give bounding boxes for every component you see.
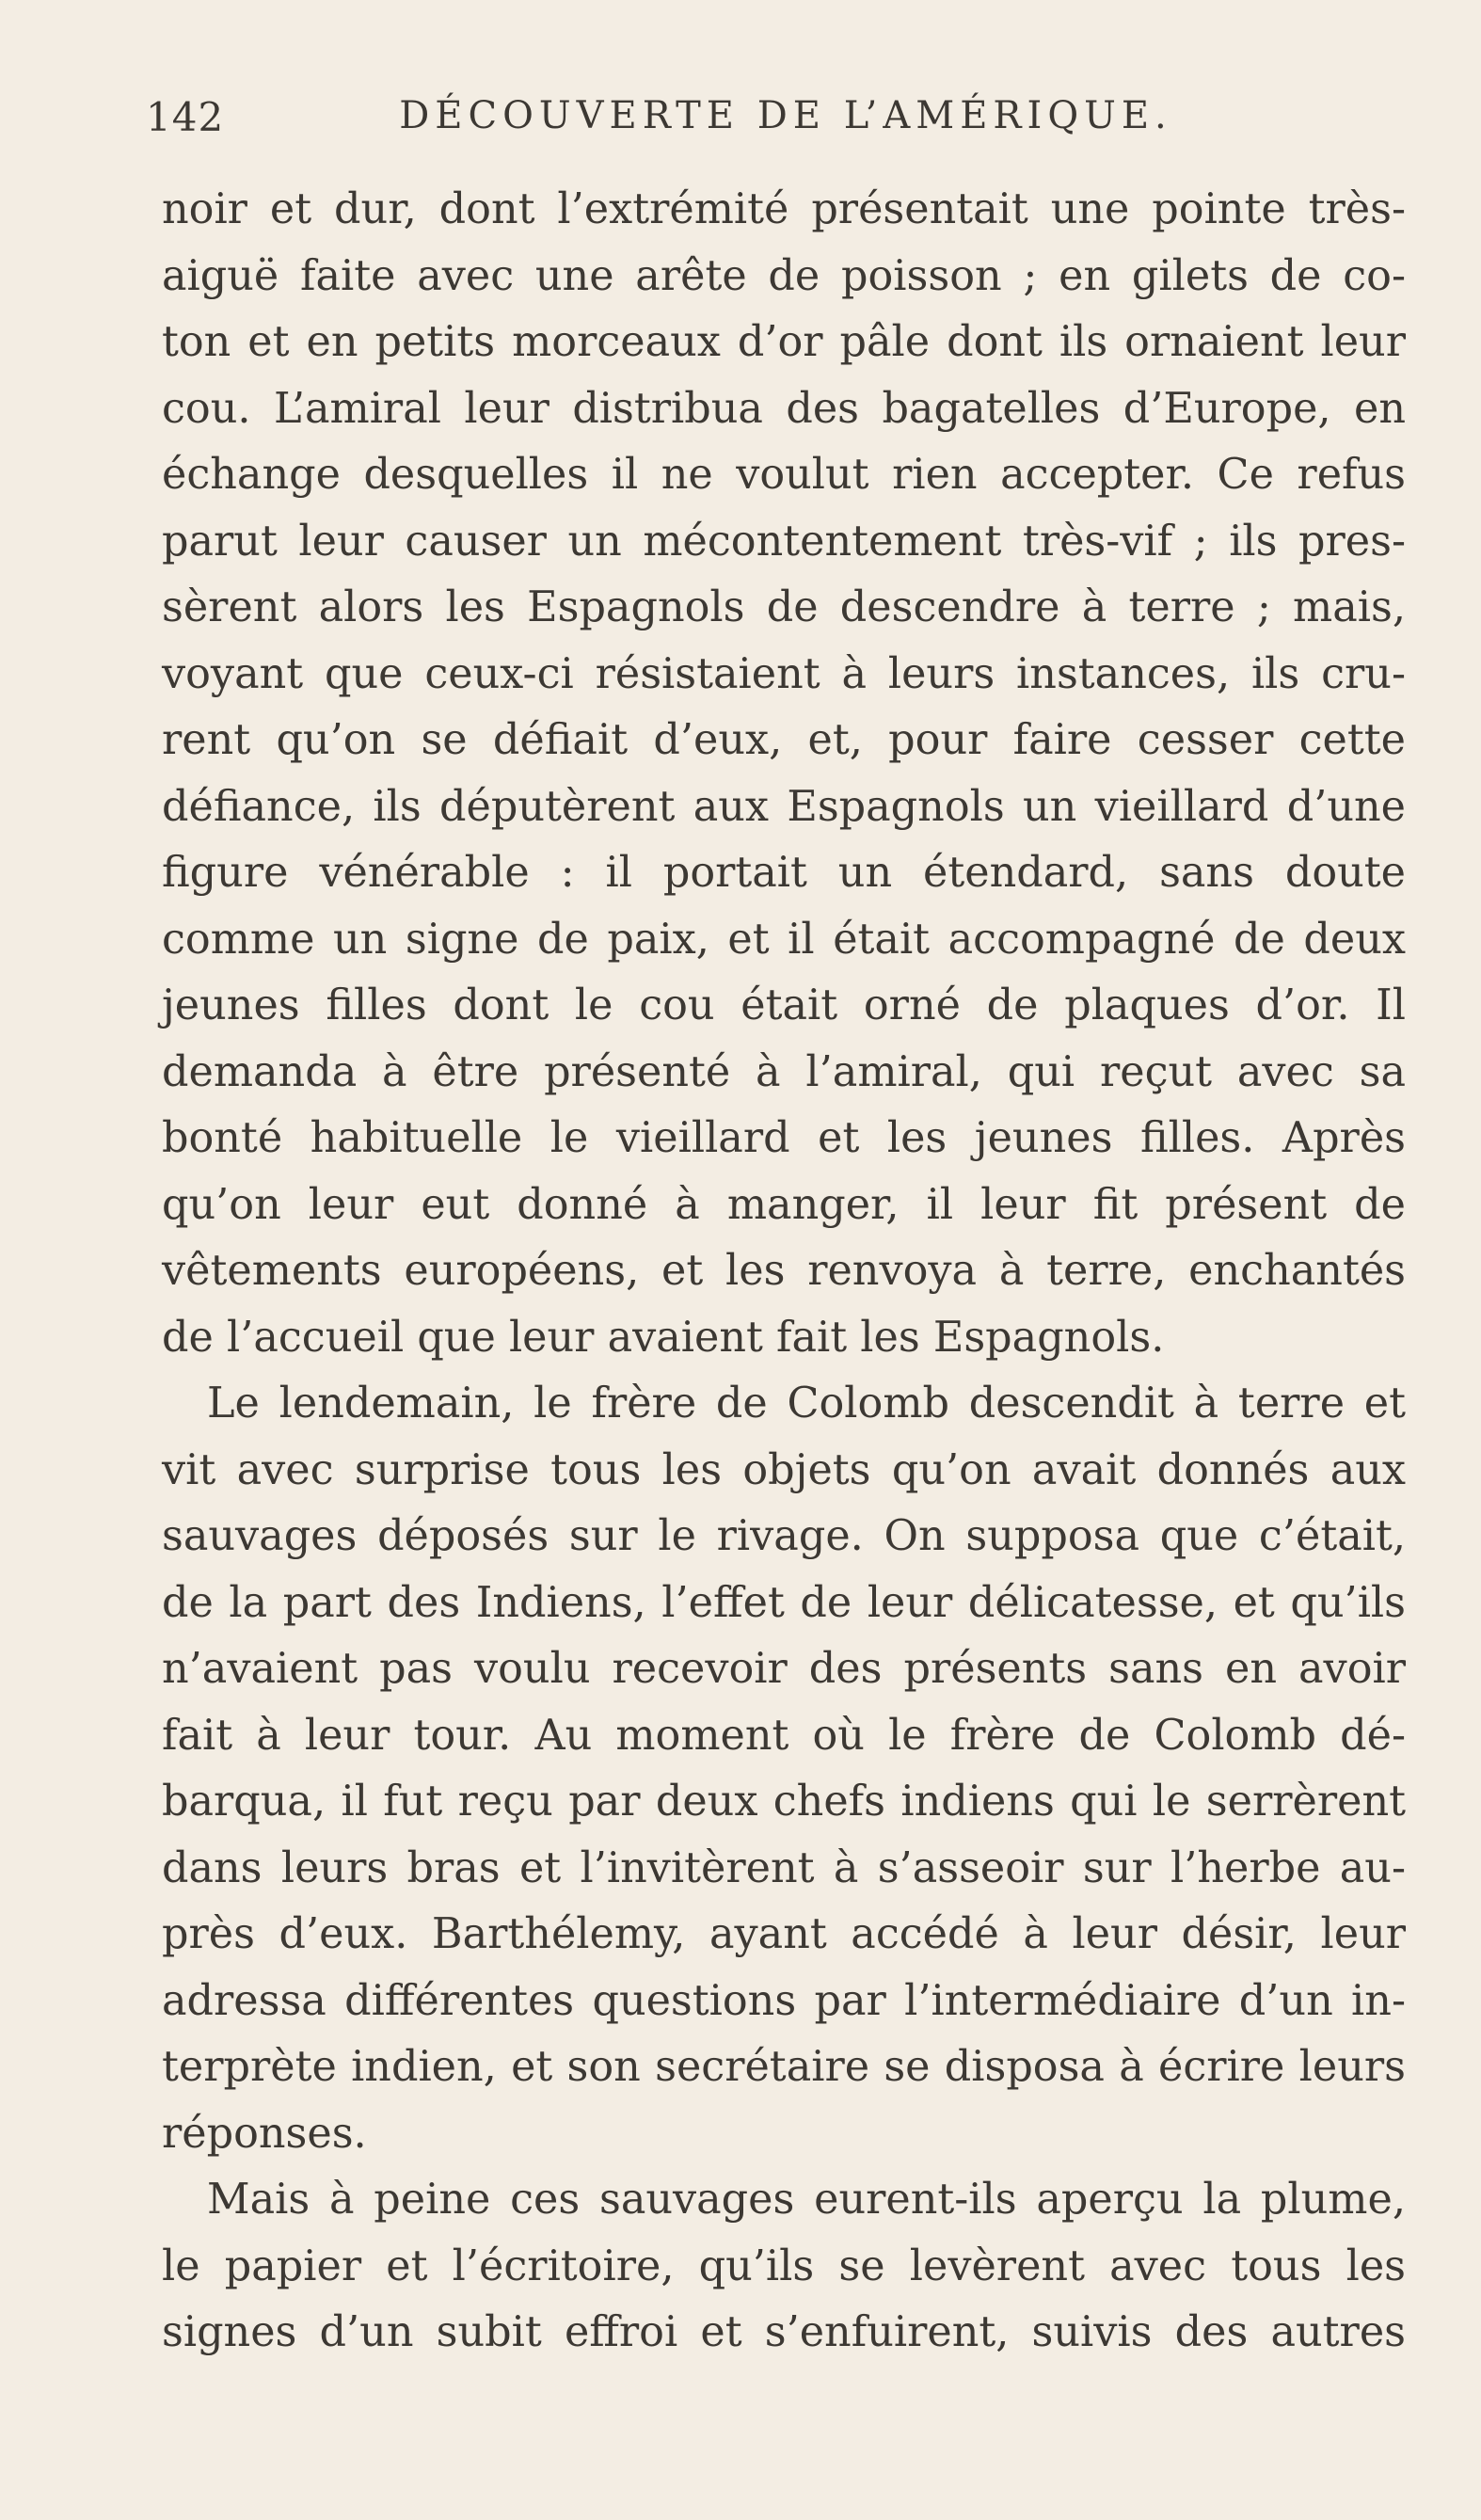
text-line: comme un signe de paix, et il était accompagné de deux [162,915,1406,964]
page-number: 142 [146,94,225,140]
text-line: adressa différentes questions par l’intermédiaire d’un in- [162,1976,1406,2025]
text-line: parut leur causer un mécontentement très-vif ; ils pres- [162,517,1406,566]
text-line: signes d’un subit effroi et s’enfuirent, suivis des autres [162,2308,1406,2356]
text-line: défiance, ils députèrent aux Espagnols un vieillard d’une [162,782,1406,831]
running-title: DÉCOUVERTE DE L’AMÉRIQUE. [399,94,1172,137]
text-line: sauvages déposés sur le rivage. On supposa que c’était, [162,1512,1406,1560]
text-line: rent qu’on se défiait d’eux, et, pour faire cesser cette [162,716,1406,764]
text-line: le papier et l’écritoire, qu’ils se levèrent avec tous les [162,2241,1406,2290]
text-line: vit avec surprise tous les objets qu’on avait donnés aux [162,1445,1406,1494]
text-line: barqua, il fut reçu par deux chefs indiens qui le serrèrent [162,1778,1406,1826]
text-line: de la part des Indiens, l’effet de leur délicatesse, et qu’ils [162,1578,1406,1627]
text-line: échange desquelles il ne voulut rien accepter. Ce refus [162,451,1406,499]
text-line: cou. L’amiral leur distribua des bagatelles d’Europe, en [162,384,1406,433]
text-line: noir et dur, dont l’extrémité présentait une pointe très- [162,185,1406,233]
text-line: près d’eux. Barthélemy, ayant accédé à leur désir, leur [162,1910,1406,1958]
text-line: voyant que ceux-ci résistaient à leurs instances, ils cru- [162,649,1406,698]
text-line: de l’accueil que leur avaient fait les Espagnols. [162,1313,1165,1362]
text-line: ton et en petits morceaux d’or pâle dont ils ornaient leur [162,318,1406,366]
text-line: dans leurs bras et l’invitèrent à s’asseoir sur l’herbe au- [162,1843,1406,1892]
body-text [162,177,1406,2367]
page-header [146,94,1407,151]
paragraph-start-line: Mais à peine ces sauvages eurent-ils aperçu la plume, [207,2176,1406,2224]
text-line: demanda à être présenté à l’amiral, qui reçut avec sa [162,1047,1406,1096]
text-line: vêtements européens, et les renvoya à terre, enchantés [162,1247,1406,1295]
paragraph-start-line: Le lendemain, le frère de Colomb descendit à terre et [207,1380,1406,1427]
text-line: fait à leur tour. Au moment où le frère de Colomb dé- [162,1711,1406,1760]
text-line: bonté habituelle le vieillard et les jeunes filles. Après [162,1114,1406,1162]
text-line: figure vénérable : il portait un étendard, sans doute [162,849,1406,897]
text-line: terprète indien, et son secrétaire se disposa à écrire leurs [162,2043,1406,2091]
text-line: jeunes filles dont le cou était orné de plaques d’or. Il [162,981,1406,1029]
text-line: réponses. [162,2109,367,2158]
text-line: n’avaient pas voulu recevoir des présents sans en avoir [162,1645,1406,1693]
text-line: qu’on leur eut donné à manger, il leur fit présent de [162,1180,1406,1229]
text-line: sèrent alors les Espagnols de descendre à terre ; mais, [162,583,1406,631]
text-line: aiguë faite avec une arête de poisson ; en gilets de co- [162,251,1406,300]
